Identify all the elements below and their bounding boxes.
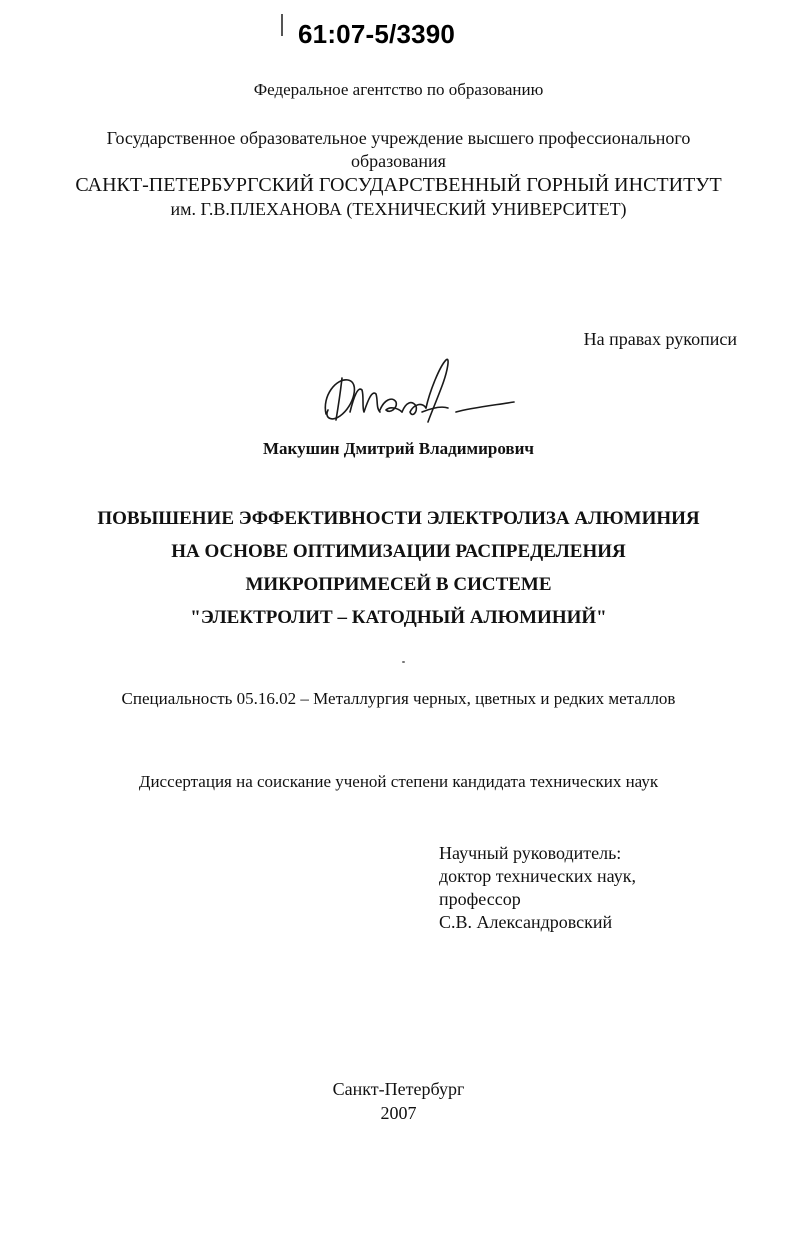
dissertation-degree-line: Диссертация на соискание ученой степени кандидата технических наук: [138, 772, 659, 791]
manuscript-rights-note: На правах рукописи: [583, 329, 737, 349]
handwritten-signature: [318, 356, 518, 436]
institution-type-line1: Государственное образовательное учреждение высшего профессионального: [106, 128, 691, 148]
dissertation-title-line: НА ОСНОВЕ ОПТИМИЗАЦИИ РАСПРЕДЕЛЕНИЯ: [171, 541, 626, 562]
dissertation-title-line: ПОВЫШЕНИЕ ЭФФЕКТИВНОСТИ ЭЛЕКТРОЛИЗА АЛЮМИНИЯ: [97, 508, 700, 529]
supervisor-block: [439, 842, 636, 934]
agency-name: Федеральное агентство по образованию: [253, 80, 544, 99]
stamp-mark: [281, 14, 283, 36]
institution-type-line2: образования: [351, 151, 446, 171]
scan-speck: [402, 661, 405, 663]
publication-year: 2007: [380, 1103, 417, 1123]
dissertation-title-line: "ЭЛЕКТРОЛИТ – КАТОДНЫЙ АЛЮМИНИЙ": [190, 607, 607, 628]
supervisor-degree: доктор технических наук,: [439, 866, 636, 886]
dissertation-title-line: МИКРОПРИМЕСЕЙ В СИСТЕМЕ: [245, 574, 552, 595]
author-name: Макушин Дмитрий Владимирович: [263, 439, 534, 458]
supervisor-name: С.В. Александровский: [439, 912, 613, 932]
city-name: Санкт-Петербург: [332, 1079, 465, 1099]
specialty-line: Специальность 05.16.02 – Металлургия черных, цветных и редких металлов: [121, 689, 676, 708]
supervisor-label: Научный руководитель:: [439, 843, 622, 863]
supervisor-rank: профессор: [439, 889, 521, 909]
institution-subname: им. Г.В.ПЛЕХАНОВА (ТЕХНИЧЕСКИЙ УНИВЕРСИТЕТ): [170, 199, 627, 219]
institution-name: САНКТ-ПЕТЕРБУРГСКИЙ ГОСУДАРСТВЕННЫЙ ГОРНЫЙ ИНСТИТУТ: [75, 174, 722, 196]
library-stamp-code: 61:07-5/3390: [298, 19, 456, 49]
